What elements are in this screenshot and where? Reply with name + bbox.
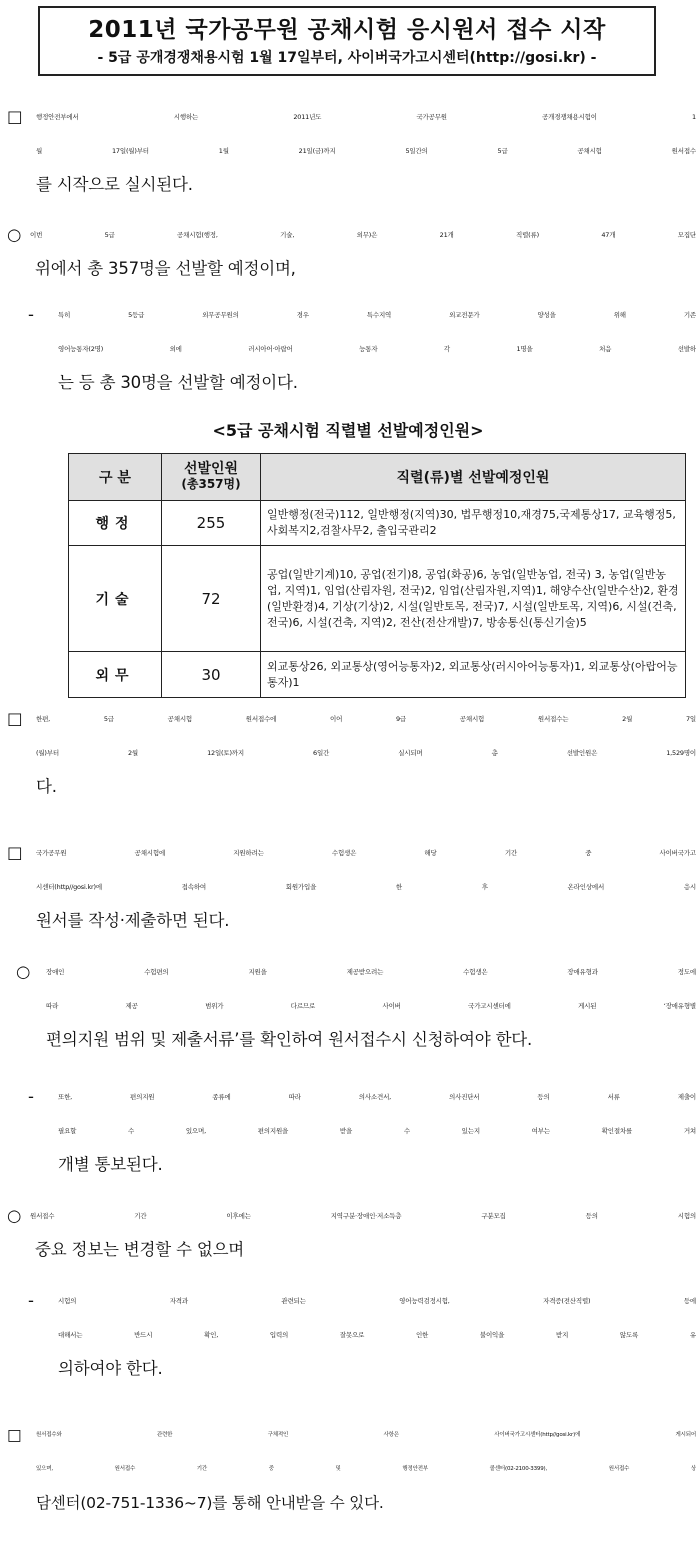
paragraph-line: 시센터(http//gosi.kr)에 접속하여 회원가입을 한 후 온라인상에서 응시 [36,883,696,891]
row-detail: 일반행정(전국)112, 일반행정(지역)30, 법무행정10,재경75,국제통상17, 교육행정5, 사회복지2,검찰사무2, 출입국관리2 [261,501,686,546]
paragraph-line: 대해서는 반드시 확인, 입력의 잘못으로 인한 불이익을 받지 않도록 유 [58,1331,696,1339]
table-row [69,501,686,546]
paragraph-info-change [0,1199,696,1267]
header-division: 구 분 [69,454,162,501]
row-division: 기술 [69,546,162,652]
paragraph-line: 는 등 총 30명을 선발할 예정이다. [58,373,298,392]
row-detail: 외교통상26, 외교통상(영어능통자)2, 외교통상(러시아어능통자)1, 외교통상(아랍어능통자)1 [261,652,686,698]
paragraph-line: 영어능통자(2명) 외에 러시아어·아랍어 능통자 각 1명을 처음 선발하 [58,345,696,353]
row-count: 72 [162,546,261,652]
paragraph-line: 중요 정보는 변경할 수 없으며 [35,1240,245,1259]
paragraph-line: 의하여야 한다. [58,1359,163,1378]
paragraph-line: 또한, 편의지원 종류에 따라 의사소견서, 의사진단서 등의 서류 제출이 [58,1093,696,1101]
paragraph-line: 한편, 5급 공채시험 원서접수에 이어 9급 공채시험 원서접수는 2월 7일 [36,715,696,723]
paragraph-line: 위에서 총 357명을 선발할 예정이며, [35,259,296,278]
header-count [162,454,261,501]
row-division: 행정 [69,501,162,546]
paragraph-foreign-affairs [0,298,696,400]
dash-bullet: - [28,305,34,324]
selection-table [68,453,686,698]
paragraph-line: 원서를 작성·제출하면 된다. [36,911,230,930]
header-detail: 직렬(류)별 선발예정인원 [261,454,686,501]
dash-bullet: - [28,1087,34,1106]
paragraph-disability-support [0,955,696,1057]
paragraph-line: 따라 제공 범위가 다르므로 사이버 국가고시센터에 게시된 ‘장애유형별 [46,1002,696,1010]
paragraph-line: 월 17일(월)부터 1월 21일(금)까지 5일간의 5급 공채시험 원서접수 [36,147,696,155]
paragraph-line: 이번 5급 공채시험(행정, 기술, 외무)은 21개 직렬(류) 47개 모집단 [30,231,696,239]
title-box [38,6,656,76]
paragraph-line: 특히 5등급 외무공무원의 경우 특수지역 외교전문가 양성을 위해 기존 [58,311,696,319]
page-subtitle: - 5급 공개경쟁채용시험 1월 17일부터, 사이버국가고시센터(http://gosi.kr) - [97,50,597,66]
paragraph-line: 를 시작으로 실시된다. [36,175,193,194]
circle-bullet: ○ [7,1206,22,1225]
row-division: 외무 [69,652,162,698]
paragraph-line: 원서접수와 관련한 구체적인 사항은 사이버국가고시센터(http//gosi.kr)에 게시되어 [36,1432,696,1438]
row-count: 30 [162,652,261,698]
paragraph-line: 담센터(02-751-1336~7)를 통해 안내받을 수 있다. [36,1494,384,1512]
paragraph-grade9 [0,702,696,804]
paragraph-line: 국가공무원 공채시험에 지원하려는 수험생은 해당 기간 중 사이버국가고 [36,849,696,857]
square-bullet: □ [7,1426,22,1444]
paragraph-line: 장애인 수험편의 지원을 제공받으려는 수험생은 장애유형과 정도에 [46,968,696,976]
paragraph-documents [0,1080,696,1182]
square-bullet: □ [7,107,23,126]
square-bullet: □ [7,843,23,862]
paragraph-line: 편의지원 범위 및 제출서류’를 확인하여 원서접수시 신청하여야 한다. [46,1030,533,1049]
paragraph-how-to-apply [0,836,696,938]
dash-bullet: - [28,1291,34,1310]
paragraph-qualification [0,1284,696,1386]
table-row [69,546,686,652]
square-bullet: □ [7,709,23,728]
paragraph-line: 시험의 자격과 관련되는 영어능력검정시험, 자격증(전산직렬) 등에 [58,1297,696,1305]
paragraph-contact [0,1418,696,1520]
paragraph-line: 다. [36,777,57,796]
circle-bullet: ○ [16,962,31,981]
paragraph-line: 필요할 수 있으며, 편의지원을 받을 수 있는지 여부는 확인절차를 거쳐 [58,1127,696,1135]
paragraph-exam-overview [0,218,696,286]
table-row [69,652,686,698]
table-header-row [69,454,686,501]
circle-bullet: ○ [7,225,22,244]
page-title: 2011년 국가공무원 공채시험 응시원서 접수 시작 [88,17,606,43]
header-count-label: 선발인원 [183,461,239,477]
paragraph-line: 원서접수 기간 이후에는 지역구분·장애인·저소득층 구분모집 등의 시험의 [30,1212,696,1220]
paragraph-line: 개별 통보된다. [58,1155,163,1174]
paragraph-intro [0,100,696,202]
row-detail: 공업(일반기계)10, 공업(전기)8, 공업(화공)6, 농업(일반농업, 전국) 3, 농업(일반농업, 지역)1, 임업(산림자원, 전국)2, 임업(산림자원,지역)1, 해양수산(일반수산)2, 환경(일반환경)4, 기상(기상)2, 시설(일반토목, 전국)7, 시설(일반토목, 지역)6, 시설(건축, 전국)6, 시설(건축, 지역)2, 전산(전산개발)7, 방송통신(통신기술)5 [261,546,686,652]
paragraph-line: 행정안전부에서 시행하는 2011년도 국가공무원 공개경쟁채용시험이 1 [36,113,696,121]
table-caption: <5급 공채시험 직렬별 선발예정인원> [212,421,484,440]
header-count-total: (총357명) [181,477,241,491]
row-count: 255 [162,501,261,546]
paragraph-line: (월)부터 2월 12일(토)까지 6일간 실시되며 총 선발인원은 1,529명이 [36,749,696,757]
paragraph-line: 있으며, 원서접수 기간 중 및 행정안전부 콜센터(02-2100-3399), 원서접수 상 [36,1466,696,1472]
